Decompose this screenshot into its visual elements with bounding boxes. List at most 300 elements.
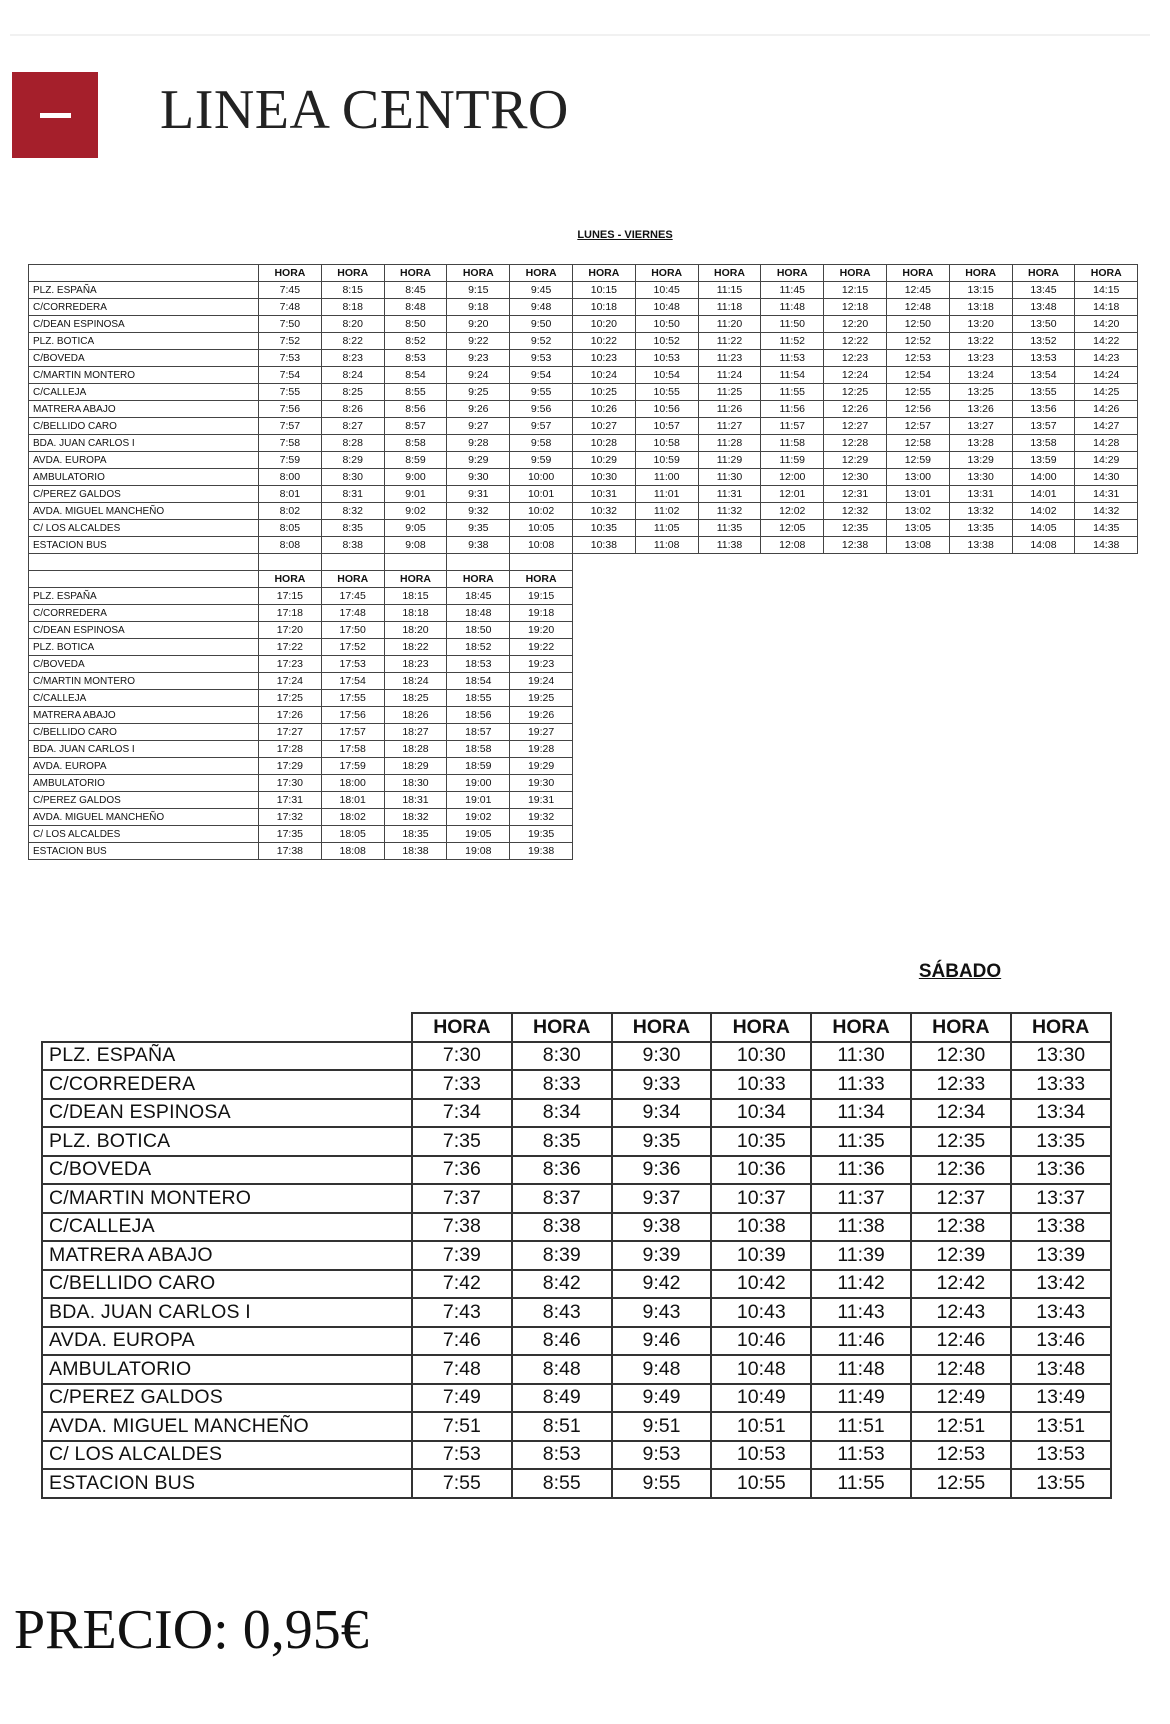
time-cell: 9:45	[510, 282, 573, 299]
empty-cell	[761, 673, 824, 690]
empty-cell	[698, 741, 761, 758]
time-cell: 12:30	[911, 1042, 1011, 1071]
time-cell: 9:51	[612, 1412, 712, 1441]
time-cell: 11:53	[761, 350, 824, 367]
time-cell: 18:08	[321, 843, 384, 860]
table-row	[29, 724, 1138, 741]
time-cell: 9:20	[447, 316, 510, 333]
time-cell: 11:33	[811, 1070, 911, 1099]
time-cell: 11:42	[811, 1270, 911, 1299]
time-cell: 9:42	[612, 1270, 712, 1299]
time-cell: 12:43	[911, 1298, 1011, 1327]
time-cell: 9:15	[447, 282, 510, 299]
empty-cell	[510, 554, 573, 571]
time-cell: 13:08	[886, 537, 949, 554]
empty-cell	[1075, 605, 1138, 622]
empty-cell	[635, 690, 698, 707]
empty-cell	[635, 673, 698, 690]
stop-name: C/CALLEJA	[42, 1213, 412, 1242]
empty-cell	[886, 809, 949, 826]
header-stop-cell	[29, 265, 259, 282]
stop-name: C/CALLEJA	[29, 690, 259, 707]
time-cell: 9:01	[384, 486, 447, 503]
stop-name: AVDA. MIGUEL MANCHEÑO	[29, 809, 259, 826]
empty-cell	[761, 571, 824, 588]
stop-name: C/BELLIDO CARO	[42, 1270, 412, 1299]
weekday-afternoon-header-row	[29, 571, 1138, 588]
time-cell: 10:58	[635, 435, 698, 452]
time-cell: 8:29	[321, 452, 384, 469]
time-cell: 14:28	[1075, 435, 1138, 452]
time-cell: 8:48	[384, 299, 447, 316]
time-cell: 13:38	[1011, 1213, 1111, 1242]
saturday-heading: SÁBADO	[918, 961, 1002, 982]
time-cell: 8:55	[512, 1469, 612, 1498]
empty-cell	[635, 758, 698, 775]
stop-name: PLZ. ESPAÑA	[29, 282, 259, 299]
time-cell: 11:20	[698, 316, 761, 333]
header-hora-cell: HORA	[1075, 265, 1138, 282]
time-cell: 8:30	[321, 469, 384, 486]
time-cell: 10:23	[572, 350, 635, 367]
time-cell: 14:15	[1075, 282, 1138, 299]
empty-cell	[1075, 741, 1138, 758]
time-cell: 10:08	[510, 537, 573, 554]
table-row	[42, 1070, 1111, 1099]
time-cell: 19:31	[510, 792, 573, 809]
empty-cell	[572, 622, 635, 639]
time-cell: 10:26	[572, 401, 635, 418]
time-cell: 8:55	[384, 384, 447, 401]
time-cell: 7:56	[259, 401, 322, 418]
time-cell: 13:48	[1011, 1355, 1111, 1384]
empty-cell	[824, 554, 887, 571]
table-row	[29, 384, 1138, 401]
empty-cell	[761, 792, 824, 809]
time-cell: 18:38	[384, 843, 447, 860]
saturday-timetable	[41, 1012, 1112, 1499]
time-cell: 12:53	[911, 1441, 1011, 1470]
stop-name: AVDA. MIGUEL MANCHEÑO	[42, 1412, 412, 1441]
empty-cell	[1075, 639, 1138, 656]
empty-cell	[572, 826, 635, 843]
table-row	[29, 486, 1138, 503]
empty-cell	[572, 758, 635, 775]
table-row	[42, 1042, 1111, 1071]
table-row	[29, 588, 1138, 605]
time-cell: 9:27	[447, 418, 510, 435]
empty-cell	[698, 707, 761, 724]
time-cell: 18:45	[447, 588, 510, 605]
time-cell: 12:49	[911, 1384, 1011, 1413]
table-row	[42, 1412, 1111, 1441]
empty-cell	[1075, 707, 1138, 724]
time-cell: 7:59	[259, 452, 322, 469]
stop-name: C/DEAN ESPINOSA	[29, 622, 259, 639]
empty-cell	[698, 605, 761, 622]
empty-cell	[886, 775, 949, 792]
time-cell: 11:24	[698, 367, 761, 384]
stop-name: C/PEREZ GALDOS	[29, 792, 259, 809]
stop-name: C/CORREDERA	[42, 1070, 412, 1099]
time-cell: 10:59	[635, 452, 698, 469]
time-cell: 10:53	[635, 350, 698, 367]
empty-cell	[635, 741, 698, 758]
time-cell: 14:02	[1012, 503, 1075, 520]
time-cell: 8:52	[384, 333, 447, 350]
time-cell: 8:02	[259, 503, 322, 520]
empty-cell	[824, 758, 887, 775]
time-cell: 9:37	[612, 1184, 712, 1213]
empty-cell	[886, 792, 949, 809]
time-cell: 10:02	[510, 503, 573, 520]
time-cell: 8:25	[321, 384, 384, 401]
header-hora-cell: HORA	[447, 571, 510, 588]
time-cell: 7:50	[259, 316, 322, 333]
time-cell: 10:51	[711, 1412, 811, 1441]
time-cell: 7:52	[259, 333, 322, 350]
empty-cell	[824, 809, 887, 826]
time-cell: 10:48	[635, 299, 698, 316]
time-cell: 13:20	[949, 316, 1012, 333]
header-stop-cell	[29, 571, 259, 588]
top-divider	[10, 34, 1150, 36]
time-cell: 13:18	[949, 299, 1012, 316]
time-cell: 8:38	[321, 537, 384, 554]
time-cell: 19:23	[510, 656, 573, 673]
time-cell: 11:58	[761, 435, 824, 452]
time-cell: 11:35	[811, 1127, 911, 1156]
empty-cell	[824, 656, 887, 673]
time-cell: 14:32	[1075, 503, 1138, 520]
time-cell: 11:30	[698, 469, 761, 486]
time-cell: 14:25	[1075, 384, 1138, 401]
stop-name: ESTACION BUS	[29, 537, 259, 554]
time-cell: 13:37	[1011, 1184, 1111, 1213]
empty-cell	[1075, 656, 1138, 673]
empty-cell	[635, 792, 698, 809]
time-cell: 7:48	[259, 299, 322, 316]
time-cell: 14:29	[1075, 452, 1138, 469]
time-cell: 13:31	[949, 486, 1012, 503]
stop-name: C/ LOS ALCALDES	[29, 520, 259, 537]
empty-cell	[1075, 588, 1138, 605]
stop-name: C/ LOS ALCALDES	[42, 1441, 412, 1470]
time-cell: 8:59	[384, 452, 447, 469]
empty-cell	[572, 690, 635, 707]
time-cell: 13:28	[949, 435, 1012, 452]
time-cell: 7:30	[412, 1042, 512, 1071]
time-cell: 19:20	[510, 622, 573, 639]
header-hora-cell: HORA	[412, 1013, 512, 1042]
empty-cell	[1075, 758, 1138, 775]
time-cell: 12:45	[886, 282, 949, 299]
empty-cell	[949, 639, 1012, 656]
time-cell: 9:18	[447, 299, 510, 316]
time-cell: 10:30	[572, 469, 635, 486]
time-cell: 7:45	[259, 282, 322, 299]
time-cell: 11:51	[811, 1412, 911, 1441]
time-cell: 12:56	[886, 401, 949, 418]
empty-cell	[886, 707, 949, 724]
time-cell: 11:08	[635, 537, 698, 554]
empty-cell	[761, 809, 824, 826]
empty-cell	[1012, 588, 1075, 605]
stop-name: AVDA. MIGUEL MANCHEÑO	[29, 503, 259, 520]
time-cell: 13:22	[949, 333, 1012, 350]
stop-name: C/BOVEDA	[29, 656, 259, 673]
empty-cell	[572, 605, 635, 622]
time-cell: 17:38	[259, 843, 322, 860]
time-cell: 12:38	[911, 1213, 1011, 1242]
empty-cell	[635, 639, 698, 656]
time-cell: 10:22	[572, 333, 635, 350]
time-cell: 17:22	[259, 639, 322, 656]
time-cell: 14:08	[1012, 537, 1075, 554]
empty-cell	[1012, 605, 1075, 622]
empty-cell	[447, 554, 510, 571]
time-cell: 11:38	[698, 537, 761, 554]
time-cell: 18:02	[321, 809, 384, 826]
header-hora-cell: HORA	[447, 265, 510, 282]
empty-cell	[572, 792, 635, 809]
empty-cell	[635, 571, 698, 588]
time-cell: 14:31	[1075, 486, 1138, 503]
time-cell: 8:56	[384, 401, 447, 418]
time-cell: 10:49	[711, 1384, 811, 1413]
time-cell: 10:38	[711, 1213, 811, 1242]
stop-name: C/BELLIDO CARO	[29, 724, 259, 741]
weekday-heading: LUNES - VIERNES	[577, 229, 673, 241]
empty-cell	[761, 741, 824, 758]
time-cell: 8:30	[512, 1042, 612, 1071]
stop-name: BDA. JUAN CARLOS I	[29, 741, 259, 758]
time-cell: 10:27	[572, 418, 635, 435]
time-cell: 7:37	[412, 1184, 512, 1213]
time-cell: 12:36	[911, 1156, 1011, 1185]
empty-cell	[824, 571, 887, 588]
time-cell: 7:48	[412, 1355, 512, 1384]
empty-cell	[886, 690, 949, 707]
stop-name: C/PEREZ GALDOS	[42, 1384, 412, 1413]
time-cell: 10:46	[711, 1327, 811, 1356]
table-row	[29, 639, 1138, 656]
time-cell: 10:38	[572, 537, 635, 554]
time-cell: 10:55	[711, 1469, 811, 1498]
empty-cell	[259, 554, 322, 571]
time-cell: 11:01	[635, 486, 698, 503]
table-row	[42, 1327, 1111, 1356]
stop-name: C/MARTIN MONTERO	[29, 673, 259, 690]
empty-cell	[1012, 639, 1075, 656]
time-cell: 7:43	[412, 1298, 512, 1327]
header-hora-cell: HORA	[512, 1013, 612, 1042]
time-cell: 12:51	[911, 1412, 1011, 1441]
stop-name: AMBULATORIO	[29, 775, 259, 792]
empty-cell	[698, 656, 761, 673]
table-row	[29, 741, 1138, 758]
time-cell: 7:33	[412, 1070, 512, 1099]
stop-name: PLZ. ESPAÑA	[42, 1042, 412, 1071]
time-cell: 18:05	[321, 826, 384, 843]
table-row	[29, 673, 1138, 690]
time-cell: 14:30	[1075, 469, 1138, 486]
time-cell: 18:54	[447, 673, 510, 690]
time-cell: 8:34	[512, 1099, 612, 1128]
time-cell: 18:01	[321, 792, 384, 809]
time-cell: 11:36	[811, 1156, 911, 1185]
time-cell: 8:35	[512, 1127, 612, 1156]
time-cell: 11:37	[811, 1184, 911, 1213]
time-cell: 10:32	[572, 503, 635, 520]
time-cell: 9:39	[612, 1241, 712, 1270]
time-cell: 11:29	[698, 452, 761, 469]
empty-cell	[761, 843, 824, 860]
empty-cell	[1012, 707, 1075, 724]
time-cell: 12:02	[761, 503, 824, 520]
time-cell: 17:53	[321, 656, 384, 673]
stop-name: PLZ. BOTICA	[29, 639, 259, 656]
time-cell: 7:57	[259, 418, 322, 435]
time-cell: 19:22	[510, 639, 573, 656]
time-cell: 13:57	[1012, 418, 1075, 435]
time-cell: 13:15	[949, 282, 1012, 299]
time-cell: 11:15	[698, 282, 761, 299]
time-cell: 19:27	[510, 724, 573, 741]
time-cell: 11:35	[698, 520, 761, 537]
time-cell: 19:28	[510, 741, 573, 758]
stop-name: PLZ. BOTICA	[42, 1127, 412, 1156]
time-cell: 19:02	[447, 809, 510, 826]
time-cell: 7:36	[412, 1156, 512, 1185]
time-cell: 12:24	[824, 367, 887, 384]
empty-cell	[698, 639, 761, 656]
empty-cell	[886, 724, 949, 741]
time-cell: 18:31	[384, 792, 447, 809]
time-cell: 12:46	[911, 1327, 1011, 1356]
header-hora-cell: HORA	[384, 571, 447, 588]
empty-cell	[1075, 673, 1138, 690]
time-cell: 7:42	[412, 1270, 512, 1299]
time-cell: 17:54	[321, 673, 384, 690]
time-cell: 17:55	[321, 690, 384, 707]
empty-cell	[1012, 826, 1075, 843]
time-cell: 10:39	[711, 1241, 811, 1270]
stop-name: AVDA. EUROPA	[42, 1327, 412, 1356]
time-cell: 13:05	[886, 520, 949, 537]
table-row	[29, 792, 1138, 809]
empty-cell	[1075, 826, 1138, 843]
time-cell: 17:15	[259, 588, 322, 605]
time-cell: 12:15	[824, 282, 887, 299]
table-row	[42, 1127, 1111, 1156]
time-cell: 9:38	[447, 537, 510, 554]
time-cell: 9:38	[612, 1213, 712, 1242]
time-cell: 11:48	[761, 299, 824, 316]
time-cell: 19:24	[510, 673, 573, 690]
time-cell: 8:48	[512, 1355, 612, 1384]
time-cell: 19:00	[447, 775, 510, 792]
time-cell: 12:54	[886, 367, 949, 384]
time-cell: 9:35	[447, 520, 510, 537]
time-cell: 17:28	[259, 741, 322, 758]
time-cell: 18:20	[384, 622, 447, 639]
time-cell: 18:32	[384, 809, 447, 826]
stop-name: ESTACION BUS	[42, 1469, 412, 1498]
header-hora-cell: HORA	[635, 265, 698, 282]
empty-cell	[1075, 571, 1138, 588]
time-cell: 19:01	[447, 792, 510, 809]
collapse-toggle-button[interactable]	[12, 72, 98, 158]
time-cell: 13:39	[1011, 1241, 1111, 1270]
time-cell: 10:37	[711, 1184, 811, 1213]
time-cell: 8:26	[321, 401, 384, 418]
time-cell: 13:53	[1011, 1441, 1111, 1470]
empty-cell	[572, 724, 635, 741]
time-cell: 12:55	[886, 384, 949, 401]
empty-cell	[1012, 673, 1075, 690]
empty-cell	[572, 588, 635, 605]
time-cell: 11:28	[698, 435, 761, 452]
empty-cell	[824, 707, 887, 724]
empty-cell	[886, 656, 949, 673]
header-hora-cell: HORA	[321, 571, 384, 588]
stop-name: C/ LOS ALCALDES	[29, 826, 259, 843]
time-cell: 10:55	[635, 384, 698, 401]
time-cell: 14:27	[1075, 418, 1138, 435]
empty-cell	[886, 843, 949, 860]
empty-cell	[1012, 741, 1075, 758]
time-cell: 19:32	[510, 809, 573, 826]
time-cell: 12:58	[886, 435, 949, 452]
time-cell: 8:35	[321, 520, 384, 537]
table-row	[42, 1270, 1111, 1299]
header-hora-cell: HORA	[811, 1013, 911, 1042]
empty-cell	[824, 622, 887, 639]
time-cell: 9:22	[447, 333, 510, 350]
time-cell: 17:27	[259, 724, 322, 741]
time-cell: 12:39	[911, 1241, 1011, 1270]
time-cell: 10:43	[711, 1298, 811, 1327]
time-cell: 9:08	[384, 537, 447, 554]
time-cell: 9:30	[612, 1042, 712, 1071]
empty-cell	[761, 622, 824, 639]
time-cell: 8:27	[321, 418, 384, 435]
time-cell: 17:31	[259, 792, 322, 809]
time-cell: 12:57	[886, 418, 949, 435]
empty-cell	[761, 656, 824, 673]
time-cell: 14:24	[1075, 367, 1138, 384]
time-cell: 11:34	[811, 1099, 911, 1128]
time-cell: 13:55	[1011, 1469, 1111, 1498]
time-cell: 12:35	[824, 520, 887, 537]
time-cell: 12:42	[911, 1270, 1011, 1299]
time-cell: 18:22	[384, 639, 447, 656]
stop-name: C/CORREDERA	[29, 299, 259, 316]
empty-cell	[1012, 622, 1075, 639]
table-row	[29, 452, 1138, 469]
empty-cell	[824, 724, 887, 741]
time-cell: 12:30	[824, 469, 887, 486]
empty-cell	[698, 826, 761, 843]
stop-name: PLZ. BOTICA	[29, 333, 259, 350]
time-cell: 8:46	[512, 1327, 612, 1356]
table-row	[29, 282, 1138, 299]
empty-cell	[321, 554, 384, 571]
time-cell: 11:55	[811, 1469, 911, 1498]
time-cell: 18:56	[447, 707, 510, 724]
empty-cell	[761, 724, 824, 741]
